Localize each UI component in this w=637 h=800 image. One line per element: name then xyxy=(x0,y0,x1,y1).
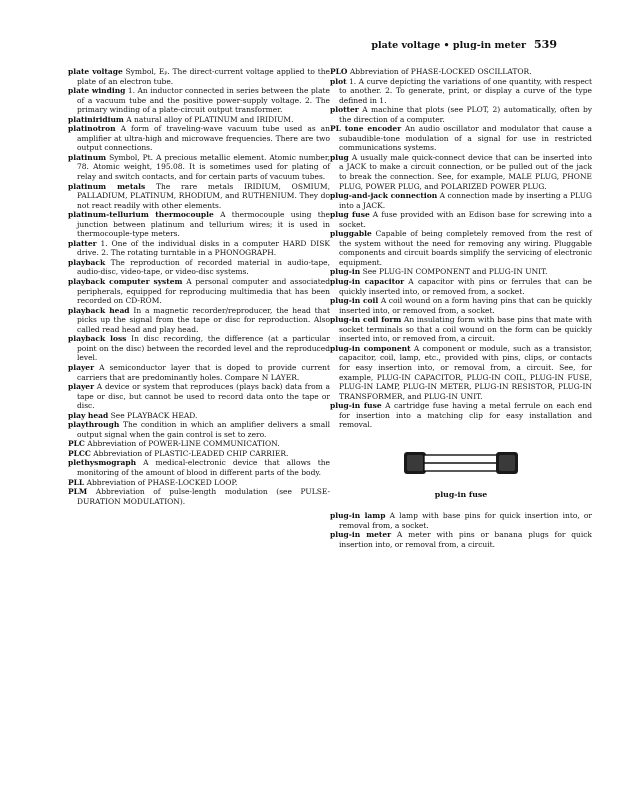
figure-caption: plug-in fuse xyxy=(434,489,488,499)
entry-definition: A capacitor with pins or ferrules that can be quickly inserted into, or removed from, a socket. xyxy=(339,277,592,296)
entry-term: player xyxy=(68,362,95,372)
dictionary-entry xyxy=(330,277,592,296)
entry-definition: Abbreviation of PHASE-LOCKED LOOP. xyxy=(86,477,238,487)
dictionary-entry xyxy=(330,343,592,401)
entry-definition: A semiconductor layer that is doped to provide current carriers that are predominantly holes. Compare N LAYER. xyxy=(77,362,330,382)
entry-definition: A natural alloy of PLATINUM and IRIDIUM. xyxy=(126,114,294,124)
entry-definition: 1. An inductor connected in series between the plate of a vacuum tube and the positive power-supply voltage. 2. The primary winding of a plate-circuit output transformer. xyxy=(77,86,330,115)
entry-definition: The condition in which an amplifier delivers a small output signal when the gain control is set to zero. xyxy=(77,420,330,439)
dictionary-entry xyxy=(68,277,331,306)
entry-term: PLM xyxy=(68,487,88,497)
dictionary-entry xyxy=(68,181,330,211)
dictionary-entry xyxy=(330,315,593,344)
entry-definition: A device or system that reproduces (plays back) data from a tape or disc, but cannot be used to record data onto the tape or disc. xyxy=(77,382,330,411)
entry-term: PLL xyxy=(68,477,85,487)
entry-definition: 1. One of the individual disks in a computer HARD DISK drive. 2. The rotating turntable in a PHONOGRAPH. xyxy=(77,238,330,258)
entry-term: plethysmograph xyxy=(68,458,137,468)
entry-term: plate winding xyxy=(68,86,126,96)
entry-definition: In a magnetic recorder/reproducer, the head that picks up the signal from the tape or disc for reproduction. Also called read head and play head. xyxy=(77,305,330,334)
entry-definition: See PLAYBACK HEAD. xyxy=(110,410,198,420)
entry-term: playthrough xyxy=(68,420,120,430)
entry-definition: Symbol, Pt. A precious metallic element. Atomic number, 78. Atomic weight, 195.08. It is sometimes used for plating of relay and switch contacts, and for certain parts of vacuum tubes. xyxy=(77,152,331,182)
dictionary-entry xyxy=(68,257,330,277)
figure xyxy=(330,448,592,478)
entry-definition: Symbol, Eₚ. The direct-current voltage applied to the plate of an electron tube. xyxy=(77,67,330,86)
dictionary-entry xyxy=(330,229,592,267)
entry-definition: An insulating form with base pins that mate with socket terminals so that a coil wound on the form can be quickly inserted into, or removed from, a circuit. xyxy=(339,315,593,344)
fuse-ferrule-left-shade xyxy=(407,455,423,471)
fuse-ferrule-right-shade xyxy=(499,455,515,471)
entry-definition: The rare metals IRIDIUM, OSMIUM, PALLADIUM, PLATINUM, RHODIUM, and RUTHENIUM. They do not react readily with other elements. xyxy=(77,181,330,210)
dictionary-entry xyxy=(330,76,592,106)
dictionary-entry xyxy=(68,420,330,439)
entry-term: platinum metals xyxy=(68,181,146,191)
dictionary-entry xyxy=(68,439,330,449)
entry-term: plot xyxy=(330,76,347,86)
entry-definition: An audio oscillator and modulator that cause a subaudible-tone modulation of a signal for use in restricted communications systems. xyxy=(339,124,592,153)
running-header xyxy=(68,38,557,52)
entry-definition: A connection made by inserting a PLUG into a JACK. xyxy=(339,191,593,210)
dictionary-entry xyxy=(330,530,592,549)
dictionary-entry xyxy=(68,477,330,488)
dictionary-entry xyxy=(68,410,330,421)
entry-definition: A meter with pins or banana plugs for quick insertion into, or removal from, a circuit. xyxy=(339,530,592,549)
dictionary-entry xyxy=(68,487,330,506)
entry-term: plug xyxy=(330,152,349,162)
entry-term: playback xyxy=(68,257,106,267)
dictionary-entry xyxy=(68,382,330,411)
entry-term: PLO xyxy=(330,67,348,76)
dictionary-entry xyxy=(68,458,330,477)
dictionary-entry xyxy=(330,124,592,153)
entry-term: plug-in meter xyxy=(330,530,392,540)
entry-term: plug-in xyxy=(330,267,361,277)
entry-term: playback loss xyxy=(68,334,127,344)
dictionary-entry xyxy=(330,210,592,229)
entry-definition: A machine that plots (see PLOT, 2) automatically, often by the direction of a computer. xyxy=(339,105,592,124)
entry-term: player xyxy=(68,382,95,392)
entry-definition: In disc recording, the difference (at a particular point on the disc) between the recorded level and the reproduced level. xyxy=(77,334,330,363)
entry-term: plug-in capacitor xyxy=(330,277,405,287)
dictionary-entry xyxy=(330,105,592,124)
page-number: 539 xyxy=(534,38,557,51)
entry-term: plotter xyxy=(330,105,359,115)
entry-term: plate voltage xyxy=(68,67,123,76)
entry-term: platter xyxy=(68,238,97,248)
entry-definition: The reproduction of recorded material in audio-tape, audio-disc, video-tape, or video-disc systems. xyxy=(77,257,330,277)
dictionary-entry xyxy=(330,67,592,77)
entry-definition: A form of traveling-wave vacuum tube used as an amplifier at ultra-high and microwave frequencies. There are two output connections. xyxy=(77,124,330,153)
dictionary-entry xyxy=(330,267,592,277)
entry-definition: Abbreviation of pulse-length modulation (see PULSE-DURATION MODULATION). xyxy=(77,487,330,506)
entry-term: platinum-tellurium thermocouple xyxy=(68,210,214,220)
entry-term: plug-in coil form xyxy=(330,315,402,325)
entry-definition: A coil wound on a form having pins that can be quickly inserted into, or removed from, a socket. xyxy=(339,296,592,315)
dictionary-entry xyxy=(330,191,593,210)
entry-term: platiniridium xyxy=(68,114,124,124)
entry-term: plug-in lamp xyxy=(330,511,386,521)
entry-term: PLC xyxy=(68,439,85,449)
dictionary-entry xyxy=(68,86,330,115)
dictionary-entry xyxy=(68,334,330,363)
entry-definition: Capable of being completely removed from the rest of the system without the need for removing any wiring. Pluggable components and circuit boards simplify the servicing of electronic equipment. xyxy=(339,229,592,267)
entry-term: PL tone encoder xyxy=(330,124,402,134)
dictionary-entry xyxy=(68,152,331,182)
left-column xyxy=(68,67,330,506)
entry-term: play head xyxy=(68,410,109,420)
entry-definition: A fuse provided with an Edison base for screwing into a socket. xyxy=(339,210,592,229)
entry-definition: See PLUG-IN COMPONENT and PLUG-IN UNIT. xyxy=(362,267,548,277)
entry-definition: A lamp with base pins for quick insertion into, or removal from, a socket. xyxy=(339,511,592,530)
dictionary-entry xyxy=(68,448,330,459)
entry-term: platinum xyxy=(68,152,107,162)
entry-term: playback computer system xyxy=(68,277,183,287)
entry-term: playback head xyxy=(68,305,130,315)
entry-term: plug-in fuse xyxy=(330,401,382,411)
dictionary-entry xyxy=(68,238,330,258)
dictionary-entry xyxy=(68,305,330,335)
entry-term: plug-in coil xyxy=(330,296,379,306)
dictionary-entry xyxy=(68,210,330,239)
entry-definition: A component or module, such as a transistor, capacitor, coil, lamp, etc., provided with pins, clips, or contacts for easy insertion into, or removal from, a circuit. See, for example, PLUG-IN CAPACITOR, PLUG-IN COIL, PLUG-IN FUSE, PLUG-IN LAMP, PLUG-IN METER, PLUG-IN RESISTOR, PLUG-IN TRANSFORMER, and PLUG-IN UNIT. xyxy=(339,343,592,401)
entry-definition: Abbreviation of PHASE-LOCKED OSCILLATOR. xyxy=(349,67,532,76)
entry-definition: Abbreviation of PLASTIC-LEADED CHIP CARRIER. xyxy=(93,448,289,458)
right-column xyxy=(330,67,592,550)
entry-term: pluggable xyxy=(330,229,372,239)
entry-term: PLCC xyxy=(68,448,91,458)
dictionary-entry xyxy=(68,362,330,382)
entry-definition: A medical-electronic device that allows the monitoring of the amount of blood in different parts of the body. xyxy=(77,458,330,477)
dictionary-entry xyxy=(68,67,330,86)
entry-definition: Abbreviation of POWER-LINE COMMUNICATION. xyxy=(87,439,280,449)
entry-term: plug fuse xyxy=(330,210,370,220)
entry-definition: A thermocouple using the junction between platinum and tellurium wires; it is used in thermocouple-type meters. xyxy=(77,210,330,239)
dictionary-entry xyxy=(330,296,592,315)
entry-definition: A personal computer and associated peripherals, equipped for reproducing multimedia that has been recorded on CD-ROM. xyxy=(77,277,331,306)
cartridge-fuse-illustration xyxy=(402,448,520,478)
entry-term: plug-in component xyxy=(330,343,411,353)
dictionary-entry xyxy=(330,511,592,530)
entry-term: plug-and-jack connection xyxy=(330,191,438,201)
entry-definition: 1. A curve depicting the variations of one quantity, with respect to another. 2. To generate, print, or display a curve of the type defined in 1. xyxy=(339,76,592,105)
dictionary-entry xyxy=(68,114,330,125)
entry-definition: A usually male quick-connect device that can be inserted into a JACK to make a circuit connection, or be pulled out of the jack to break the connection. See, for example, MALE PLUG, PHONE PLUG, POWER PLUG, and POLARIZED POWER PLUG. xyxy=(339,152,592,191)
entry-definition: A cartridge fuse having a metal ferrule on each end for insertion into a matching clip for easy installation and removal. xyxy=(339,401,592,430)
dictionary-entry xyxy=(68,124,330,153)
running-title: plate voltage • plug-in meter xyxy=(371,40,527,51)
entry-term: platinotron xyxy=(68,124,116,134)
dictionary-entry xyxy=(330,401,592,430)
dictionary-entry xyxy=(330,152,592,191)
